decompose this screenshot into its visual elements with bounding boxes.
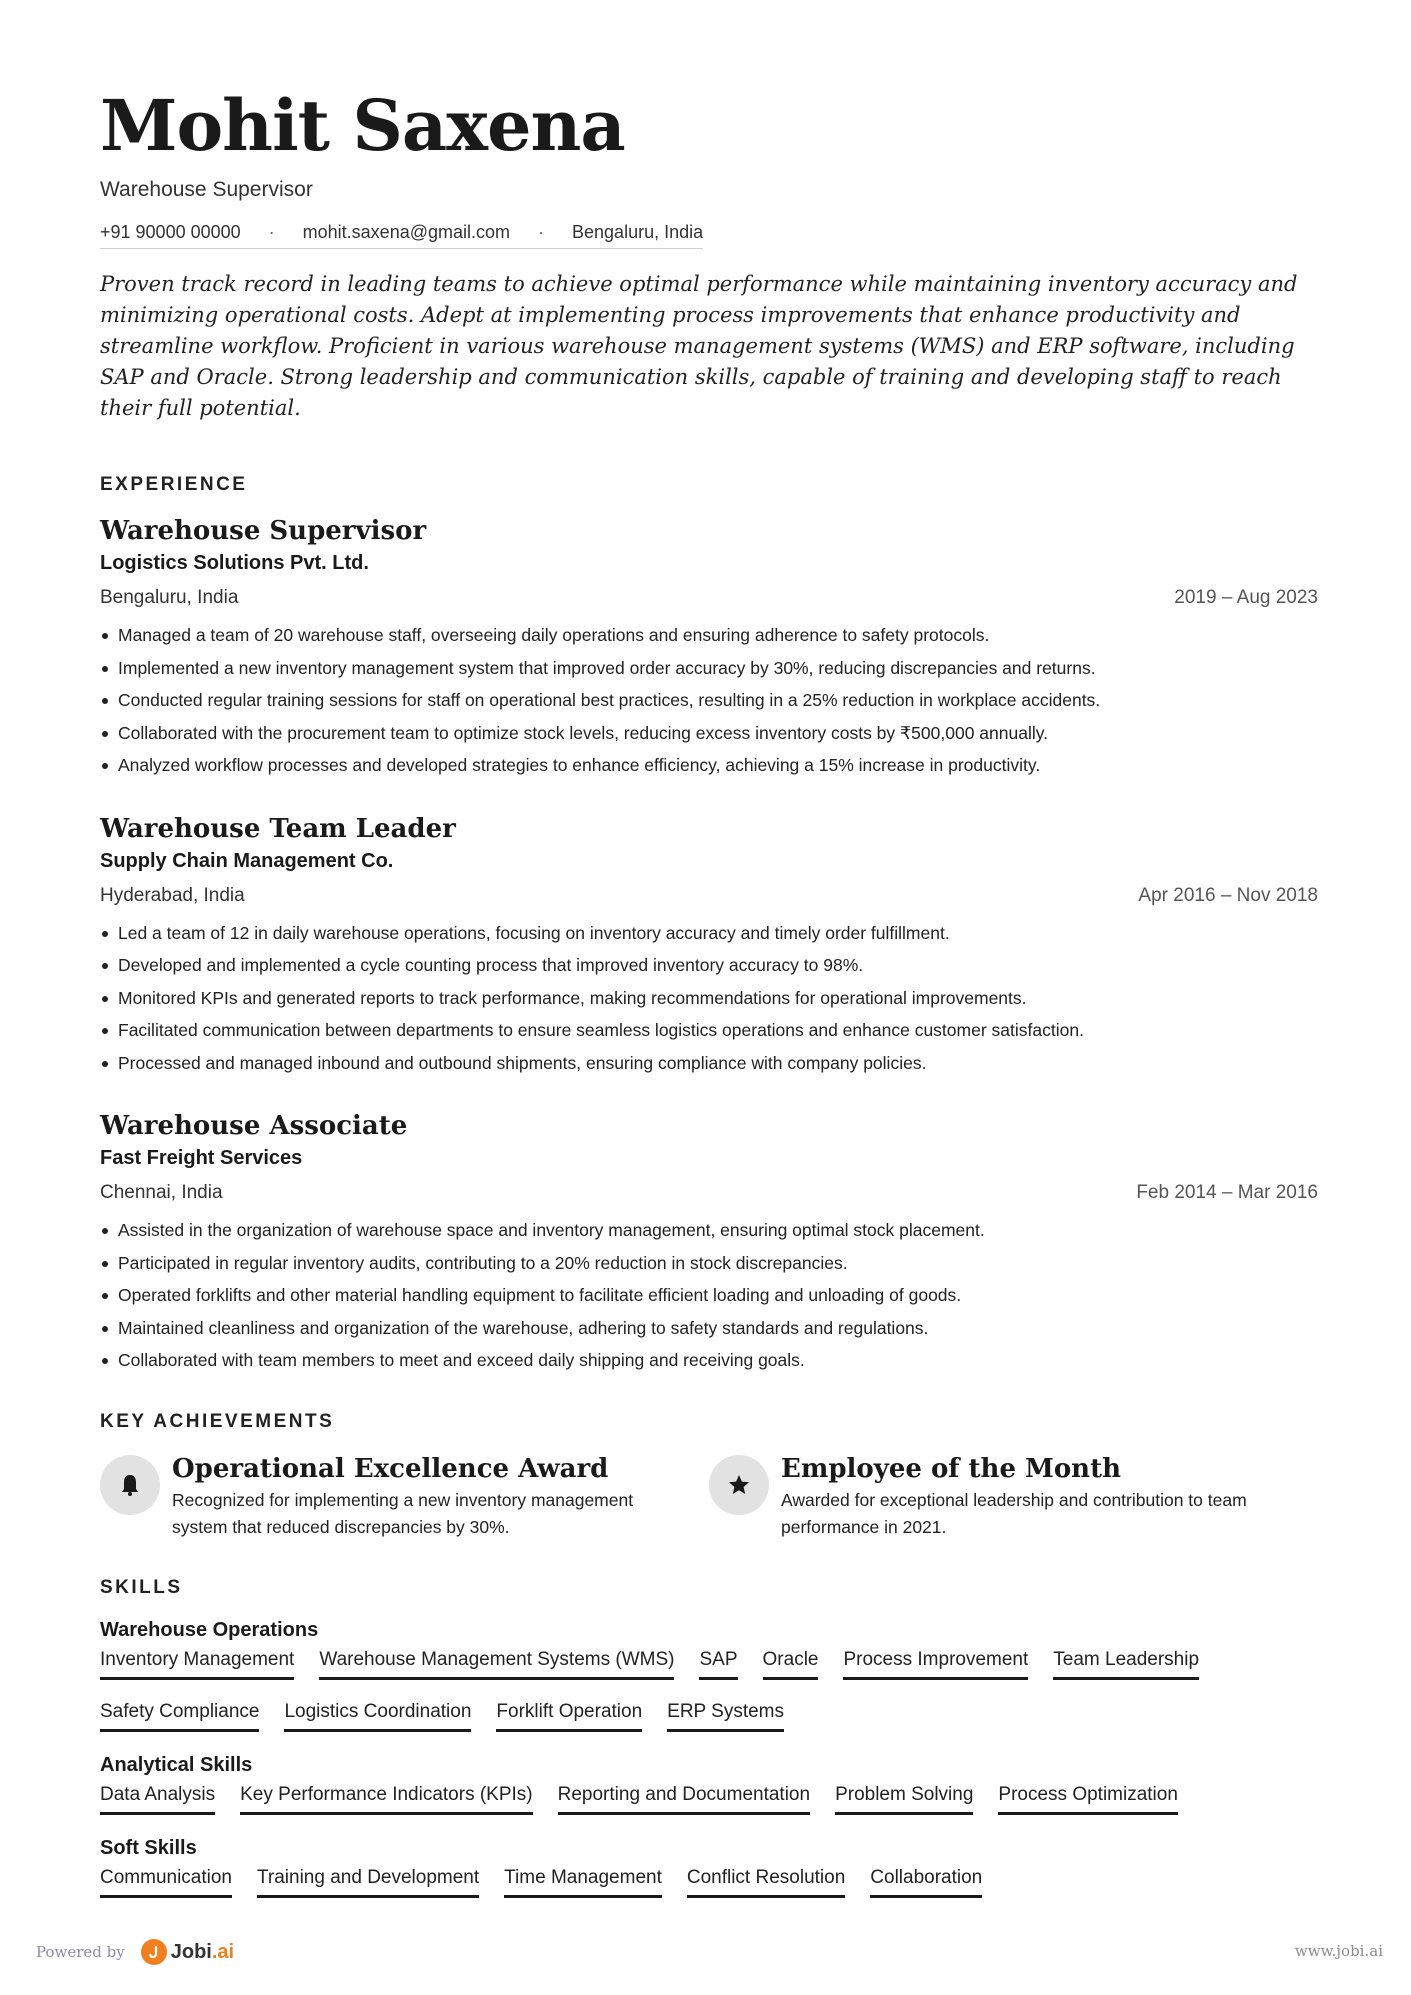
skill-tag: Warehouse Management Systems (WMS) [319, 1648, 674, 1680]
job-location: Hyderabad, India [100, 884, 245, 906]
resume-page [100, 84, 1318, 1898]
achievement-title: Employee of the Month [781, 1453, 1121, 1484]
skill-tags [100, 1648, 1318, 1732]
skill-tag: Logistics Coordination [284, 1700, 471, 1732]
skill-tag: Safety Compliance [100, 1700, 259, 1732]
job-dates: Apr 2016 – Nov 2018 [1138, 884, 1318, 906]
contact-separator: · [268, 222, 275, 242]
company-name: Logistics Solutions Pvt. Ltd. [100, 552, 369, 574]
job-dates: Feb 2014 – Mar 2016 [1136, 1182, 1318, 1203]
skill-tag: Oracle [763, 1648, 819, 1680]
skills-heading: SKILLS [100, 1576, 183, 1598]
contact-info [100, 222, 703, 249]
skill-group [100, 1619, 1318, 1732]
achievement-item [709, 1453, 1318, 1541]
experience-list [100, 514, 1318, 1377]
skills-list [100, 1619, 1318, 1898]
skill-group [100, 1837, 1318, 1898]
skill-tag: Process Optimization [998, 1783, 1178, 1815]
job-entry [100, 1109, 1318, 1377]
bullet-item: Assisted in the organization of warehouse space and inventory management, ensuring optimal stock placement. [100, 1214, 1318, 1247]
skill-tag: Problem Solving [835, 1783, 973, 1815]
jobi-logo-text[interactable]: Jobi.ai [170, 1940, 235, 1963]
bullet-item: Processed and managed inbound and outbound shipments, ensuring compliance with company policies. [100, 1047, 1318, 1080]
skill-tag: Key Performance Indicators (KPIs) [240, 1783, 533, 1815]
skill-tag: Time Management [504, 1866, 662, 1898]
job-bullets [100, 619, 1318, 782]
company-name: Supply Chain Management Co. [100, 849, 394, 872]
phone-number: +91 90000 00000 [100, 222, 241, 242]
job-entry [100, 812, 1318, 1080]
bell-icon [100, 1455, 160, 1515]
skill-tag: Process Improvement [843, 1648, 1028, 1680]
website-link[interactable]: www.jobi.ai [1294, 1942, 1383, 1960]
skill-tag: ERP Systems [667, 1700, 784, 1732]
bullet-item: Maintained cleanliness and organization of the warehouse, adhering to safety standards and regulations. [100, 1312, 1318, 1345]
powered-by-label: Powered by [36, 1943, 125, 1961]
bullet-item: Facilitated communication between departments to ensure seamless logistics operations and enhance customer satisfaction. [100, 1014, 1318, 1047]
star-icon [709, 1455, 769, 1515]
job-location: Chennai, India [100, 1182, 223, 1203]
skill-tag: Collaboration [870, 1866, 982, 1898]
achievement-item [100, 1453, 709, 1541]
job-meta [100, 587, 1318, 609]
candidate-title: Warehouse Supervisor [100, 178, 313, 201]
skill-group-title: Analytical Skills [100, 1753, 253, 1776]
achievement-title: Operational Excellence Award [172, 1453, 609, 1484]
bullet-item: Monitored KPIs and generated reports to track performance, making recommendations for operational improvements. [100, 982, 1318, 1015]
bullet-item: Implemented a new inventory management system that improved order accuracy by 30%, reducing discrepancies and returns. [100, 652, 1318, 685]
skill-tags [100, 1866, 1318, 1898]
skill-group-title: Warehouse Operations [100, 1618, 319, 1641]
location: Bengaluru, India [572, 222, 704, 242]
skill-group [100, 1754, 1318, 1815]
bullet-item: Participated in regular inventory audits, contributing to a 20% reduction in stock discrepancies. [100, 1247, 1318, 1280]
bullet-item: Conducted regular training sessions for staff on operational best practices, resulting in a 25% reduction in workplace accidents. [100, 684, 1318, 717]
achievements-heading: KEY ACHIEVEMENTS [100, 1410, 335, 1432]
professional-summary: Proven track record in leading teams to achieve optimal performance while maintaining inventory accuracy and minimizing operational costs. Adept at implementing process improvements that enhance productivity and streamline workflow. Proficient in various warehouse management systems (WMS) and ERP software, including SAP and Oracle. Strong leadership and communication skills, capable of training and developing staff to reach their full potential. [100, 272, 1298, 420]
jobi-logo-icon [141, 1939, 167, 1965]
skill-tag: SAP [699, 1648, 737, 1680]
skill-tag: Inventory Management [100, 1648, 294, 1680]
achievements-list [100, 1453, 1318, 1541]
contact-separator: · [538, 222, 545, 242]
bullet-item: Operated forklifts and other material handling equipment to facilitate efficient loading and unloading of goods. [100, 1279, 1318, 1312]
bullet-item: Collaborated with team members to meet and exceed daily shipping and receiving goals. [100, 1344, 1318, 1377]
email-address: mohit.saxena@gmail.com [302, 222, 511, 242]
skill-tag: Communication [100, 1866, 232, 1898]
skill-tag: Training and Development [257, 1866, 479, 1898]
skill-tag: Conflict Resolution [687, 1866, 845, 1898]
job-location: Bengaluru, India [100, 587, 239, 608]
job-title: Warehouse Supervisor [100, 516, 427, 546]
experience-heading: EXPERIENCE [100, 474, 248, 495]
skill-tag: Team Leadership [1053, 1648, 1199, 1680]
job-entry [100, 514, 1318, 782]
bullet-item: Collaborated with the procurement team to optimize stock levels, reducing excess inventory costs by ₹500,000 annually. [100, 717, 1318, 750]
job-dates: 2019 – Aug 2023 [1174, 587, 1318, 608]
skill-tag: Forklift Operation [496, 1700, 642, 1732]
job-bullets [100, 917, 1318, 1080]
job-title: Warehouse Team Leader [100, 813, 456, 844]
job-bullets [100, 1214, 1318, 1377]
bullet-item: Managed a team of 20 warehouse staff, overseeing daily operations and ensuring adherence to safety protocols. [100, 619, 1318, 652]
job-meta [100, 1182, 1318, 1204]
candidate-name: Mohit Saxena [100, 84, 625, 167]
powered-by [36, 1939, 234, 1965]
achievement-description: Awarded for exceptional leadership and contribution to team performance in 2021. [781, 1489, 1247, 1537]
skill-tag: Reporting and Documentation [558, 1783, 810, 1815]
bullet-item: Analyzed workflow processes and developed strategies to enhance efficiency, achieving a 15% increase in productivity. [100, 749, 1318, 782]
skill-group-title: Soft Skills [100, 1836, 197, 1859]
job-title: Warehouse Associate [100, 1111, 408, 1141]
company-name: Fast Freight Services [100, 1147, 303, 1169]
achievement-description: Recognized for implementing a new inventory management system that reduced discrepancies by 30%. [172, 1489, 634, 1537]
skill-tags [100, 1783, 1318, 1815]
bullet-item: Developed and implemented a cycle counting process that improved inventory accuracy to 98%. [100, 949, 1318, 982]
skill-tag: Data Analysis [100, 1783, 215, 1815]
bullet-item: Led a team of 12 in daily warehouse operations, focusing on inventory accuracy and timely order fulfillment. [100, 917, 1318, 950]
job-meta [100, 885, 1318, 907]
